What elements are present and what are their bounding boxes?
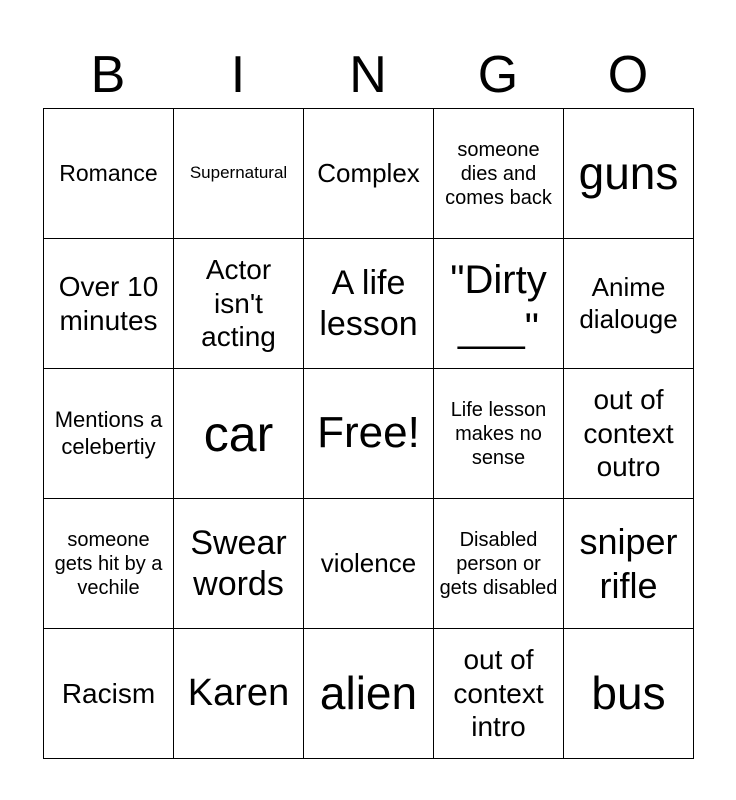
bingo-cell-text: Actor isn't acting — [201, 254, 276, 353]
bingo-card-grid — [43, 108, 694, 759]
bingo-cell[interactable] — [434, 629, 564, 759]
header-letter-i: I — [230, 46, 246, 104]
bingo-cell-text: out of context intro — [453, 644, 544, 743]
bingo-cell[interactable] — [174, 369, 304, 499]
bingo-cell-text: Over 10 minutes — [58, 270, 159, 336]
bingo-cell-text: alien — [319, 666, 418, 719]
bingo-cell-text: Free! — [317, 408, 420, 458]
header-letter-o: O — [607, 46, 649, 104]
bingo-cell-text: Supernatural — [189, 163, 288, 183]
header-letter-g: G — [477, 46, 519, 104]
bingo-cell-text: car — [203, 405, 274, 462]
bingo-cell-text: "Dirty ___" — [450, 257, 547, 350]
bingo-cell[interactable] — [44, 499, 174, 629]
header-letter-b: B — [90, 46, 126, 104]
bingo-cell-text: Romance — [59, 159, 158, 186]
bingo-cell-text: bus — [591, 666, 666, 719]
bingo-cell-text: Swear words — [190, 523, 287, 603]
bingo-cell[interactable] — [44, 109, 174, 239]
bingo-cell[interactable] — [564, 629, 694, 759]
bingo-row — [44, 499, 694, 629]
bingo-cell[interactable] — [174, 239, 304, 369]
bingo-cell[interactable] — [44, 629, 174, 759]
bingo-cell-text: Racism — [61, 677, 156, 709]
bingo-cell-text: someone dies and comes back — [445, 138, 552, 209]
bingo-cell-text: Life lesson makes no sense — [450, 398, 547, 469]
bingo-cell[interactable] — [564, 239, 694, 369]
bingo-cell[interactable] — [434, 499, 564, 629]
bingo-cell-text: Complex — [317, 157, 420, 188]
bingo-row — [44, 109, 694, 239]
bingo-cell-text: out of context outro — [583, 384, 674, 483]
bingo-row — [44, 239, 694, 369]
bingo-cell[interactable] — [304, 239, 434, 369]
bingo-cell[interactable] — [564, 499, 694, 629]
bingo-cell[interactable] — [174, 629, 304, 759]
bingo-cell[interactable] — [304, 629, 434, 759]
bingo-cell[interactable] — [44, 369, 174, 499]
bingo-cell-text: A life lesson — [319, 263, 418, 343]
bingo-cell-text: guns — [578, 146, 679, 199]
bingo-cell-text: someone gets hit by a vechile — [54, 528, 163, 599]
bingo-cell[interactable] — [434, 369, 564, 499]
bingo-row — [44, 369, 694, 499]
bingo-cell-text: violence — [320, 547, 417, 578]
bingo-cell-text: Karen — [187, 671, 290, 714]
bingo-cell[interactable] — [174, 499, 304, 629]
bingo-cell-text: Mentions a celebertiy — [54, 407, 163, 459]
bingo-row — [44, 629, 694, 759]
bingo-cell[interactable] — [304, 499, 434, 629]
bingo-cell-text: Anime dialouge — [579, 272, 678, 334]
bingo-cell[interactable] — [434, 109, 564, 239]
header-letter-n: N — [349, 46, 387, 104]
bingo-cell[interactable] — [564, 369, 694, 499]
bingo-cell[interactable] — [564, 109, 694, 239]
bingo-cell[interactable] — [304, 369, 434, 499]
bingo-header — [43, 42, 693, 108]
bingo-cell[interactable] — [434, 239, 564, 369]
bingo-cell[interactable] — [304, 109, 434, 239]
bingo-cell[interactable] — [44, 239, 174, 369]
bingo-cell[interactable] — [174, 109, 304, 239]
bingo-cell-text: Disabled person or gets disabled — [439, 528, 558, 599]
bingo-cell-text: sniper rifle — [579, 521, 678, 606]
